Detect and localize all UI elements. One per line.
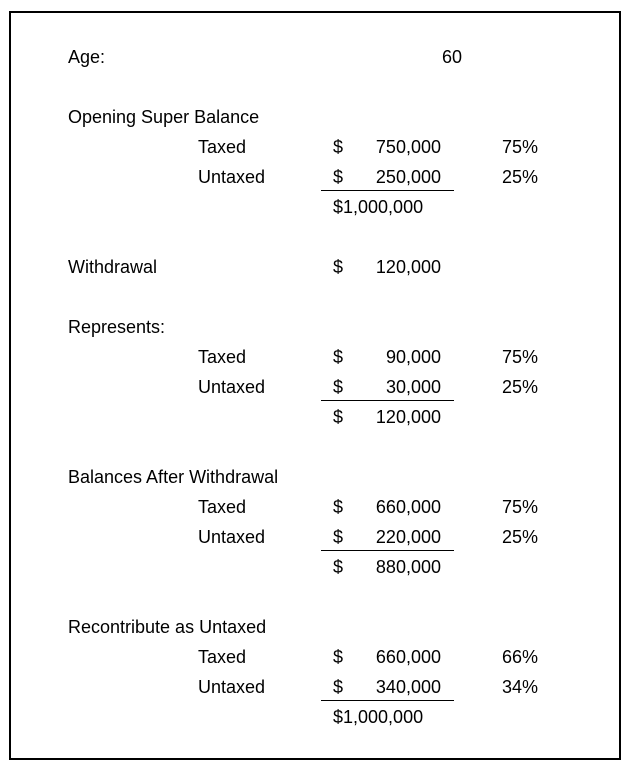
after-untaxed-pct: 25%: [501, 527, 538, 547]
after-taxed-label: Taxed: [198, 497, 247, 517]
represents-untaxed-amount: 30,000: [385, 377, 441, 397]
after-taxed-amount: 660,000: [375, 497, 441, 517]
represents-title: Represents:: [68, 317, 166, 337]
represents-sum-rule: [321, 400, 454, 401]
after-title: Balances After Withdrawal: [68, 467, 279, 487]
recontribute-untaxed-label: Untaxed: [198, 677, 266, 697]
opening-untaxed-amount: 250,000: [375, 167, 441, 187]
opening-untaxed-currency: $: [333, 167, 344, 187]
represents-taxed-pct: 75%: [501, 347, 538, 367]
represents-taxed-currency: $: [333, 347, 344, 367]
recontribute-title: Recontribute as Untaxed: [68, 617, 267, 637]
represents-taxed-label: Taxed: [198, 347, 247, 367]
opening-taxed-amount: 750,000: [375, 137, 441, 157]
after-taxed-currency: $: [333, 497, 344, 517]
after-total-currency: $: [333, 557, 344, 577]
opening-sum-rule: [321, 190, 454, 191]
age-label: Age:: [68, 47, 106, 67]
recontribute-taxed-label: Taxed: [198, 647, 247, 667]
represents-untaxed-currency: $: [333, 377, 344, 397]
opening-total: $1,000,000: [333, 197, 424, 217]
recontribute-sum-rule: [321, 700, 454, 701]
opening-taxed-pct: 75%: [501, 137, 538, 157]
recontribute-untaxed-amount: 340,000: [375, 677, 441, 697]
withdrawal-label: Withdrawal: [68, 257, 158, 277]
opening-untaxed-pct: 25%: [501, 167, 538, 187]
recontribute-untaxed-currency: $: [333, 677, 344, 697]
after-untaxed-currency: $: [333, 527, 344, 547]
after-untaxed-label: Untaxed: [198, 527, 266, 547]
recontribute-taxed-pct: 66%: [501, 647, 538, 667]
after-taxed-pct: 75%: [501, 497, 538, 517]
after-sum-rule: [321, 550, 454, 551]
represents-total-amount: 120,000: [375, 407, 441, 427]
recontribute-untaxed-pct: 34%: [501, 677, 538, 697]
opening-taxed-currency: $: [333, 137, 344, 157]
opening-untaxed-label: Untaxed: [198, 167, 266, 187]
age-value: 60: [442, 47, 463, 67]
represents-taxed-amount: 90,000: [385, 347, 441, 367]
represents-untaxed-pct: 25%: [501, 377, 538, 397]
opening-title: Opening Super Balance: [68, 107, 260, 127]
after-total-amount: 880,000: [375, 557, 441, 577]
recontribute-total: $1,000,000: [333, 707, 424, 727]
represents-total-currency: $: [333, 407, 344, 427]
after-untaxed-amount: 220,000: [375, 527, 441, 547]
recontribute-taxed-amount: 660,000: [375, 647, 441, 667]
withdrawal-currency: $: [333, 257, 344, 277]
recontribute-taxed-currency: $: [333, 647, 344, 667]
represents-untaxed-label: Untaxed: [198, 377, 266, 397]
opening-taxed-label: Taxed: [198, 137, 247, 157]
withdrawal-amount: 120,000: [375, 257, 441, 277]
